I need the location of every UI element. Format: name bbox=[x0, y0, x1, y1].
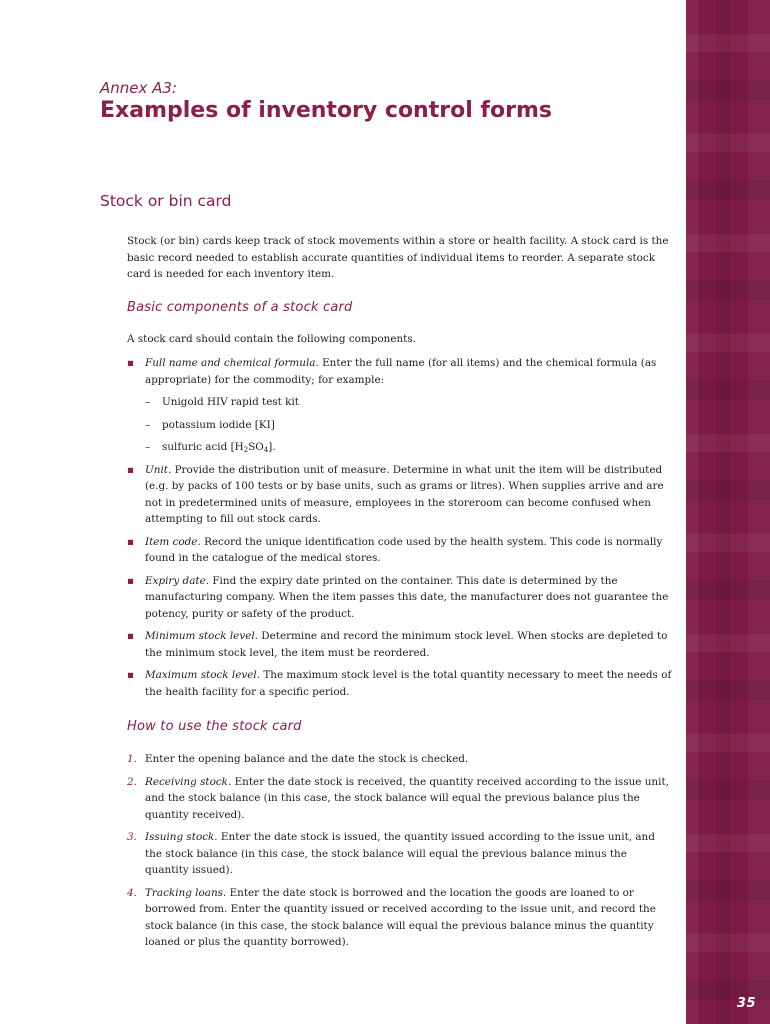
step-text: Enter the date stock is borrowed and the location the goods are loaned to or borrowed from. Enter the quantity issued or received according to the issue unit, and record the stock balance (in this case, the stock balance will equal the previous balance minus the quantity loaned or plus the quantity borrowed). bbox=[145, 886, 656, 948]
list-item bbox=[127, 534, 672, 567]
component-text: Find the expiry date printed on the container. This date is determined by the manufacturing company. When the item passes this date, the manufacturer does not guarantee the potency, purity or safety of the product. bbox=[145, 574, 669, 620]
bullet-marker: ▪ bbox=[127, 357, 135, 369]
list-item bbox=[127, 462, 672, 528]
dash-marker: – bbox=[145, 441, 151, 453]
step-number: 2. bbox=[127, 775, 137, 788]
example-text: Unigold HIV rapid test kit bbox=[162, 396, 299, 408]
step-item bbox=[127, 751, 672, 768]
list-item bbox=[127, 628, 672, 661]
examples-list bbox=[145, 394, 672, 456]
bullet-marker: ▪ bbox=[127, 669, 135, 681]
howto-heading: How to use the stock card bbox=[127, 719, 302, 734]
component-text: Determine and record the minimum stock level. When stocks are depleted to the minimum stock level, the item must be reordered. bbox=[145, 630, 668, 659]
decorative-side-band bbox=[686, 0, 770, 1024]
step-text: Enter the date stock is received, the quantity received according to the issue unit, and the stock balance (in this case, the stock balance will equal the previous balance plus the quantity received). bbox=[145, 775, 669, 821]
example-item bbox=[145, 394, 672, 411]
step-term: Tracking loans. bbox=[145, 886, 227, 899]
step-number: 3. bbox=[127, 831, 137, 843]
example-item bbox=[145, 439, 672, 456]
component-term: Full name and chemical formula. bbox=[145, 357, 319, 369]
component-text: The maximum stock level is the total quantity necessary to meet the needs of the health facility for a specific period. bbox=[145, 669, 672, 698]
formula-prefix: sulfuric acid [H bbox=[162, 441, 244, 453]
list-item bbox=[127, 355, 672, 456]
step-number: 1. bbox=[127, 753, 137, 765]
components-list bbox=[127, 355, 672, 700]
component-term: Maximum stock level. bbox=[145, 669, 261, 681]
component-term: Unit. bbox=[145, 463, 172, 476]
example-item bbox=[145, 417, 672, 434]
page-title: Examples of inventory control forms bbox=[100, 98, 552, 123]
page-number: 35 bbox=[736, 996, 756, 1011]
dash-marker: – bbox=[145, 418, 151, 431]
bullet-marker: ▪ bbox=[127, 630, 135, 642]
howto-steps bbox=[127, 751, 672, 951]
formula-subscript: 4 bbox=[263, 446, 269, 454]
step-item bbox=[127, 885, 672, 951]
example-text: potassium iodide [KI] bbox=[162, 418, 275, 431]
formula-suffix: ]. bbox=[268, 441, 276, 453]
dash-marker: – bbox=[145, 396, 151, 408]
list-item bbox=[127, 667, 672, 700]
component-text: Provide the distribution unit of measure. Determine in what unit the item will be distributed (e.g. by packs of 100 tests or by base units, such as grams or litres). When supplies arrive and are not in predetermined units of measure, employees in the storeroom can become confused when attempting to fill out stock cards. bbox=[145, 463, 664, 525]
step-term: Issuing stock. bbox=[145, 831, 218, 843]
annex-label: Annex A3: bbox=[100, 79, 178, 97]
bullet-marker: ▪ bbox=[127, 535, 135, 548]
step-text: Enter the date stock is issued, the quantity issued according to the issue unit, and the stock balance (in this case, the stock balance will equal the previous balance minus the quantity issued). bbox=[145, 831, 655, 876]
component-term: Minimum stock level. bbox=[145, 630, 258, 642]
component-text: Record the unique identification code used by the health system. This code is normally found in the catalogue of the medical stores. bbox=[145, 535, 663, 564]
step-term: Receiving stock. bbox=[145, 775, 232, 788]
list-item bbox=[127, 573, 672, 623]
step-item bbox=[127, 829, 672, 879]
bullet-marker: ▪ bbox=[127, 463, 135, 476]
formula-subscript: 2 bbox=[243, 446, 249, 454]
step-number: 4. bbox=[127, 886, 137, 899]
bullet-marker: ▪ bbox=[127, 574, 135, 587]
section-intro: Stock (or bin) cards keep track of stock movements within a store or health facility. A stock card is the basic record needed to establish accurate quantities of individual items to reorder. A separate stock card is needed for each inventory item. bbox=[127, 235, 669, 280]
component-text: Enter the full name (for all items) and the chemical formula (as appropriate) for the commodity; for example: bbox=[145, 357, 657, 386]
components-heading: Basic components of a stock card bbox=[127, 300, 353, 315]
section-heading: Stock or bin card bbox=[100, 192, 232, 210]
component-term: Expiry date. bbox=[145, 574, 210, 587]
component-term: Item code. bbox=[145, 535, 201, 548]
components-intro: A stock card should contain the following components. bbox=[127, 333, 416, 345]
formula-mid: SO bbox=[248, 441, 264, 453]
step-item bbox=[127, 774, 672, 824]
step-text: Enter the opening balance and the date the stock is checked. bbox=[145, 753, 469, 765]
